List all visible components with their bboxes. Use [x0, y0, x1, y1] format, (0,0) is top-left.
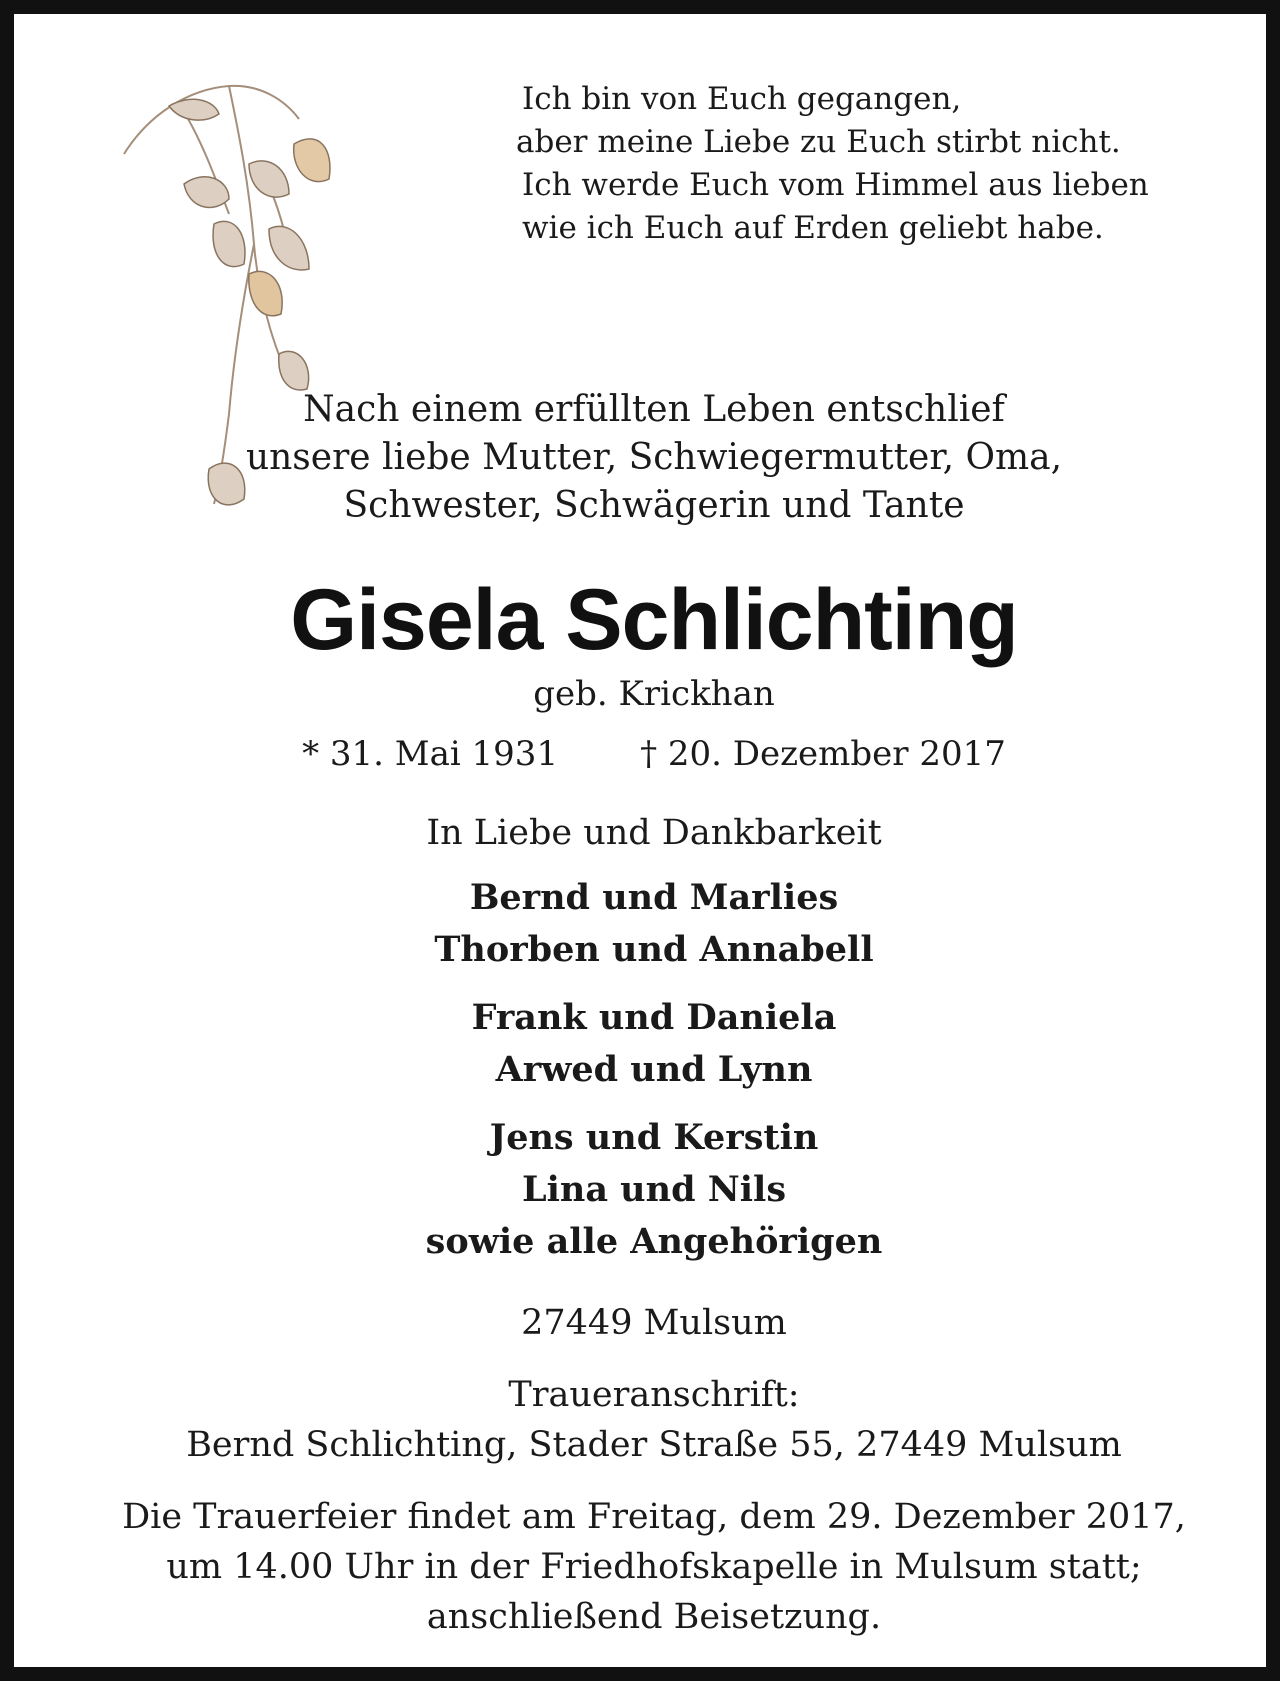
family-line: sowie alle Angehörigen — [425, 1221, 883, 1262]
birth-date: * 31. Mai 1931 — [302, 734, 559, 774]
poem — [516, 78, 1222, 250]
intro-line: Schwester, Schwägerin und Tante — [343, 485, 965, 526]
family-group — [54, 1112, 1254, 1268]
intro-line: Nach einem erfüllten Leben entschlief — [303, 389, 1005, 430]
poem-line: Ich werde Euch vom Himmel aus lieben — [522, 167, 1149, 203]
poem-line: aber meine Liebe zu Euch stirbt nicht. — [516, 124, 1121, 160]
intro-text — [54, 386, 1254, 530]
service-line: Die Trauerfeier findet am Freitag, dem 29. Dezember 2017, — [122, 1497, 1186, 1537]
deceased-name: Gisela Schlichting — [290, 572, 1018, 668]
family-group — [54, 872, 1254, 976]
poem-line: Ich bin von Euch gegangen, — [522, 81, 962, 117]
funeral-service-notice — [54, 1492, 1254, 1642]
birth-name: geb. Krickhan — [533, 674, 775, 714]
family-line: Jens und Kerstin — [489, 1117, 819, 1158]
service-line: anschließend Beisetzung. — [426, 1597, 882, 1637]
address-line: Bernd Schlichting, Stader Straße 55, 27449 Mulsum — [186, 1425, 1122, 1465]
family-line: Bernd und Marlies — [469, 877, 839, 918]
family-line: Arwed und Lynn — [495, 1049, 813, 1090]
thanks-line: In Liebe und Dankbarkeit — [426, 813, 882, 853]
address-label: Traueranschrift: — [508, 1375, 800, 1415]
poem-line: wie ich Euch auf Erden geliebt habe. — [522, 210, 1104, 246]
service-line: um 14.00 Uhr in der Friedhofskapelle in Mulsum statt; — [166, 1547, 1142, 1587]
family-line: Frank und Daniela — [471, 997, 837, 1038]
place-line: 27449 Mulsum — [521, 1303, 787, 1343]
life-dates — [54, 732, 1254, 776]
mourning-address — [54, 1370, 1254, 1470]
family-group — [54, 992, 1254, 1096]
family-line: Lina und Nils — [521, 1169, 787, 1210]
intro-line: unsere liebe Mutter, Schwiegermutter, Oma, — [245, 437, 1063, 478]
family-line: Thorben und Annabell — [434, 929, 874, 970]
death-date: † 20. Dezember 2017 — [640, 734, 1006, 774]
